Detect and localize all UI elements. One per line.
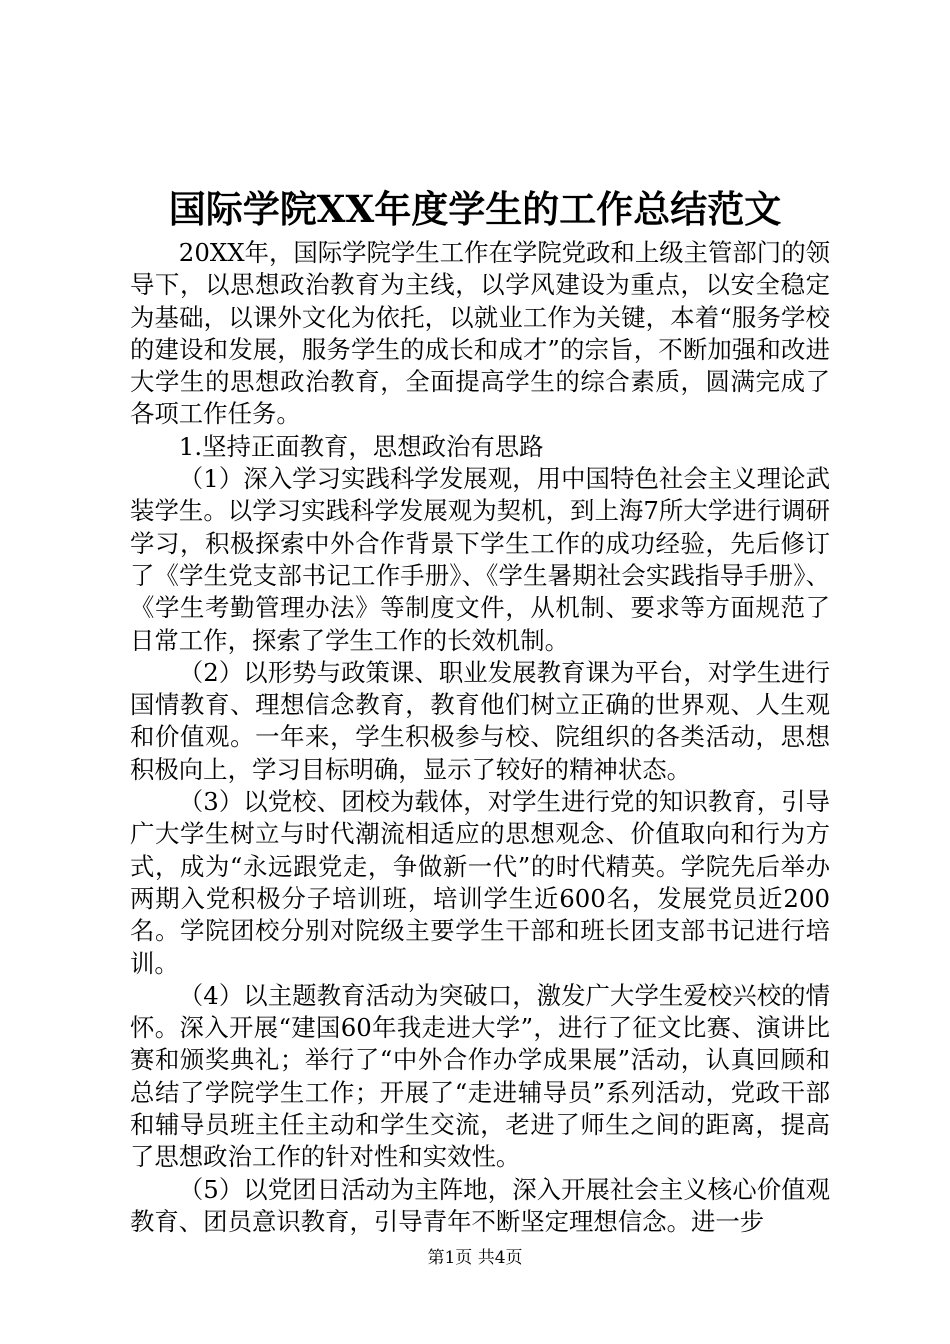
page-number-footer: 第1页 共4页 <box>427 1248 523 1268</box>
item-paragraph-3: （3）以党校、团校为载体，对学生进行党的知识教育，引导广大学生树立与时代潮流相适应的思想观念、价值取向和行为方式，成为“永远跟党走，争做新一代”的时代精英。学院先后举办两期入党积极分子培训班，培训学生近600名，发展党员近200名。学院团校分别对院级主要学生干部和班长团支部书记进行培训。 <box>130 787 830 978</box>
intro-paragraph: 20XX年，国际学院学生工作在学院党政和上级主管部门的领导下，以思想政治教育为主线，以学风建设为重点，以安全稳定为基础，以课外文化为依托，以就业工作为关键，本着“服务学校的建设和发展，服务学生的成长和成才”的宗旨，不断加强和改进大学生的思想政治教育，全面提高学生的综合素质，圆满完成了各项工作任务。 <box>130 238 830 429</box>
item-paragraph-1: （1）深入学习实践科学发展观，用中国特色社会主义理论武装学生。以学习实践科学发展观为契机，到上海7所大学进行调研学习，积极探索中外合作背景下学生工作的成功经验，先后修订了《学生党支部书记工作手册》、《学生暑期社会实践指导手册》、《学生考勤管理办法》等制度文件，从机制、要求等方面规范了日常工作，探索了学生工作的长效机制。 <box>130 464 830 655</box>
item-paragraph-2: （2）以形势与政策课、职业发展教育课为平台，对学生进行国情教育、理想信念教育，教育他们树立正确的世界观、人生观和价值观。一年来，学生积极参与校、院组织的各类活动，思想积极向上，学习目标明确，显示了较好的精神状态。 <box>130 657 830 784</box>
section-heading: 1.坚持正面教育，思想政治有思路 <box>178 431 544 461</box>
document-title: 国际学院XX年度学生的工作总结范文 <box>168 187 782 231</box>
item-paragraph-4: （4）以主题教育活动为突破口，激发广大学生爱校兴校的情怀。深入开展“建国60年我走进大学”，进行了征文比赛、演讲比赛和颁奖典礼；举行了“中外合作办学成果展”活动，认真回顾和总结了学院学生工作；开展了“走进辅导员”系列活动，党政干部和辅导员班主任主动和学生交流，老进了师生之间的距离，提高了思想政治工作的针对性和实效性。 <box>130 980 830 1172</box>
document-body <box>130 237 830 1238</box>
item-paragraph-5: （5）以党团日活动为主阵地，深入开展社会主义核心价值观教育、团员意识教育，引导青年不断坚定理想信念。进一步 <box>130 1174 830 1236</box>
